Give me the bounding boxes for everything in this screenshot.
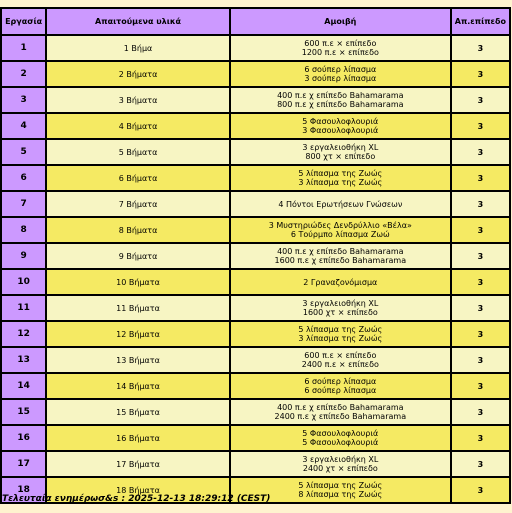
task-requirements: 4 Βήματα [46, 113, 230, 139]
table-row [1, 451, 510, 477]
reward-line: 1200 π.ε × επίπεδο [301, 48, 379, 57]
task-requirements: 10 Βήματα [46, 269, 230, 295]
task-reward [230, 347, 451, 373]
reward-line: 1600 π.ε χ επίπεδο Bahamarama [274, 256, 407, 265]
table-row [1, 399, 510, 425]
required-level: 3 [451, 451, 510, 477]
reward-line: 6 σούπερ λίπασμα [304, 65, 377, 74]
table-row [1, 87, 510, 113]
task-number: 11 [1, 295, 46, 321]
task-reward [230, 243, 451, 269]
task-number: 17 [1, 451, 46, 477]
task-reward [230, 295, 451, 321]
required-level: 3 [451, 347, 510, 373]
reward-line: 600 π.ε × επίπεδο [304, 39, 377, 48]
last-updated-text: Τελευταία ενημέρωσ&s : 2025-12-13 18:29:12 (CEST) [2, 494, 271, 504]
task-requirements: 6 Βήματα [46, 165, 230, 191]
task-number: 2 [1, 61, 46, 87]
task-requirements: 15 Βήματα [46, 399, 230, 425]
header-requirements: Απαιτούμενα υλικά [46, 8, 230, 35]
task-number: 18 [1, 477, 46, 503]
required-level: 3 [451, 269, 510, 295]
reward-line: 6 Τούρμπο λίπασμα Ζωώ [290, 230, 390, 239]
task-reward [230, 373, 451, 399]
table-row [1, 347, 510, 373]
task-requirements: 17 Βήματα [46, 451, 230, 477]
reward-line: 3 λίπασμα της Ζωώς [298, 178, 383, 187]
task-requirements: 18 Βήματα [46, 477, 230, 503]
reward-line: 400 π.ε χ επίπεδο Bahamarama [277, 247, 404, 256]
table-row [1, 243, 510, 269]
table-row [1, 113, 510, 139]
tasks-table [0, 7, 511, 504]
reward-line: 3 Φασουλοφλουριά [302, 126, 379, 135]
task-number: 13 [1, 347, 46, 373]
table-row [1, 269, 510, 295]
reward-line: 1600 χτ × επίπεδο [302, 308, 378, 317]
reward-line: 8 λίπασμα της Ζωώς [298, 490, 383, 499]
required-level: 3 [451, 165, 510, 191]
reward-line: 5 λίπασμα της Ζωώς [298, 169, 383, 178]
task-reward [230, 217, 451, 243]
task-number: 9 [1, 243, 46, 269]
task-requirements: 3 Βήματα [46, 87, 230, 113]
required-level: 3 [451, 321, 510, 347]
task-number: 10 [1, 269, 46, 295]
required-level: 3 [451, 139, 510, 165]
task-reward [230, 451, 451, 477]
reward-line: 2400 π.ε χ επίπεδο Bahamarama [274, 412, 407, 421]
required-level: 3 [451, 217, 510, 243]
table-row [1, 321, 510, 347]
task-reward [230, 87, 451, 113]
reward-line: 3 σούπερ λίπασμα [304, 74, 377, 83]
task-number: 14 [1, 373, 46, 399]
table-row [1, 165, 510, 191]
task-requirements: 13 Βήματα [46, 347, 230, 373]
task-number: 4 [1, 113, 46, 139]
task-reward [230, 139, 451, 165]
task-reward [230, 191, 451, 217]
reward-line: 5 λίπασμα της Ζωώς [298, 325, 383, 334]
required-level: 3 [451, 35, 510, 61]
reward-line: 3 εργαλειοθήκη XL [302, 299, 379, 308]
task-number: 16 [1, 425, 46, 451]
task-requirements: 12 Βήματα [46, 321, 230, 347]
task-requirements: 11 Βήματα [46, 295, 230, 321]
required-level: 3 [451, 425, 510, 451]
required-level: 3 [451, 87, 510, 113]
required-level: 3 [451, 113, 510, 139]
table-row [1, 61, 510, 87]
table-row [1, 217, 510, 243]
required-level: 3 [451, 243, 510, 269]
table-row [1, 35, 510, 61]
required-level: 3 [451, 295, 510, 321]
task-number: 5 [1, 139, 46, 165]
reward-line: 6 σούπερ λίπασμα [304, 377, 377, 386]
reward-line: 5 Φασουλοφλουριά [302, 429, 379, 438]
reward-line: 2 Γραναζονόμισμα [303, 277, 378, 287]
reward-line: 3 λίπασμα της Ζωώς [298, 334, 383, 343]
table-row [1, 425, 510, 451]
reward-line: 5 λίπασμα της Ζωώς [298, 481, 383, 490]
header-task: Εργασία [1, 8, 46, 35]
reward-line: 5 Φασουλοφλουριά [302, 117, 379, 126]
task-reward [230, 61, 451, 87]
task-reward [230, 425, 451, 451]
reward-line: 2400 π.ε × επίπεδο [301, 360, 379, 369]
task-reward [230, 113, 451, 139]
table-row [1, 139, 510, 165]
header-reward: Αμοιβή [230, 8, 451, 35]
table-row [1, 295, 510, 321]
reward-line: 3 Μυστηριώδες Δενδρύλλιο «Βέλα» [268, 221, 412, 230]
reward-line: 800 π.ε χ επίπεδο Bahamarama [277, 100, 404, 109]
reward-line: 800 χτ × επίπεδο [305, 152, 376, 161]
task-requirements: 1 Βήμα [46, 35, 230, 61]
task-number: 6 [1, 165, 46, 191]
required-level: 3 [451, 373, 510, 399]
task-requirements: 7 Βήματα [46, 191, 230, 217]
task-reward [230, 399, 451, 425]
task-requirements: 5 Βήματα [46, 139, 230, 165]
required-level: 3 [451, 191, 510, 217]
reward-line: 6 σούπερ λίπασμα [304, 386, 377, 395]
reward-line: 3 εργαλειοθήκη XL [302, 143, 379, 152]
task-number: 1 [1, 35, 46, 61]
task-requirements: 14 Βήματα [46, 373, 230, 399]
header-level: Απ.επίπεδο [451, 8, 510, 35]
task-reward [230, 321, 451, 347]
reward-line: 600 π.ε × επίπεδο [304, 351, 377, 360]
task-requirements: 16 Βήματα [46, 425, 230, 451]
task-reward [230, 165, 451, 191]
table-header-row [1, 8, 510, 35]
table-row [1, 373, 510, 399]
task-number: 7 [1, 191, 46, 217]
required-level: 3 [451, 477, 510, 503]
reward-line: 2400 χτ × επίπεδο [302, 464, 378, 473]
required-level: 3 [451, 399, 510, 425]
task-requirements: 2 Βήματα [46, 61, 230, 87]
table-body [1, 35, 510, 503]
reward-line: 400 π.ε χ επίπεδο Bahamarama [277, 403, 404, 412]
task-requirements: 8 Βήματα [46, 217, 230, 243]
required-level: 3 [451, 61, 510, 87]
task-reward [230, 269, 451, 295]
reward-line: 5 Φασουλοφλουριά [302, 438, 379, 447]
task-reward [230, 35, 451, 61]
task-number: 8 [1, 217, 46, 243]
task-number: 15 [1, 399, 46, 425]
table-row [1, 191, 510, 217]
reward-line: 3 εργαλειοθήκη XL [302, 455, 379, 464]
reward-line: 400 π.ε χ επίπεδο Bahamarama [277, 91, 404, 100]
reward-line: 4 Πόντοι Ερωτήσεων Γνώσεων [278, 199, 403, 209]
task-number: 12 [1, 321, 46, 347]
task-number: 3 [1, 87, 46, 113]
task-requirements: 9 Βήματα [46, 243, 230, 269]
